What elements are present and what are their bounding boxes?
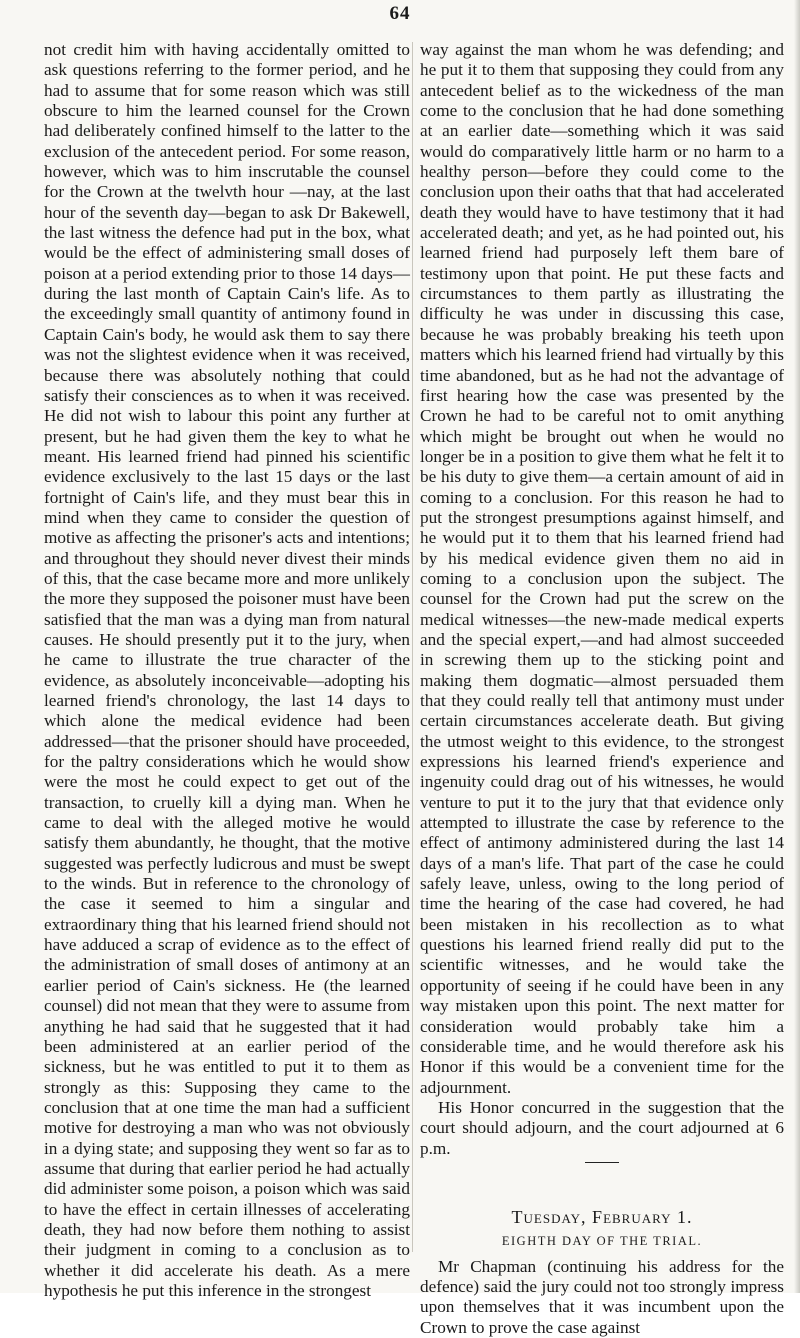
right-paragraph-3: Mr Chapman (continuing his address for the defence) said the jury could not too strongly impress upon themselves that it was incumbent upon the Crown to prove the case against [420,1256,784,1337]
page-edge-shadow [794,0,800,1293]
column-divider [412,42,413,1252]
left-column [44,40,410,1301]
day-heading: Tuesday, February 1. [511,1206,693,1227]
left-paragraph-1: not credit him with having accidentally omitted to ask questions referring to the former period, and he had to assume that for some reason which was still obscure to him the learned counsel for the Crown had deliberately confined himself to the latter to the exclusion of the antecedent period. For some reason, however, which was to him inscrutable the counsel for the Crown at the twelvth hour —nay, at the last hour of the seventh day—began to ask Dr Bakewell, the last witness the defence had put in the box, what would be the effect of administering small doses of poison at a period extending prior to those 14 days—during the last month of Captain Cain's life. As to the exceedingly small quantity of antimony found in Captain Cain's body, he would ask them to say there was not the slightest evidence when it was received, because there was absolutely nothing that could satisfy their consciences as to when it was received. He did not wish to labour this point any further at present, but he had given them the key to what he meant. His learned friend had pinned his scientific evidence exclusively to the last 15 days or the last fortnight of Cain's life, and they must bear this in mind when they came to consider the question of motive as affecting the prisoner's acts and intentions; and throughout they should never divest their minds of this, that the case became more and more unlikely the more they supposed the poisoner must have been satisfied that the man was a dying man from natural causes. He should presently put it to the jury, when he came to illustrate the true character of the evidence, as absolutely inconceivable—adopting his learned friend's chronology, the last 14 days to which alone the medical evidence had been addressed—that the prisoner should have proceeded, for the paltry considerations which he would show were the most he could expect to get out of the transaction, to cruelly kill a dying man. When he came to deal with the alleged motive he would satisfy them abundantly, he thought, that the motive suggested was perfectly ludicrous and must be swept to the winds. But in reference to the chronology of the case it seemed to him a singular and extraordinary thing that his learned friend should not have adduced a scrap of evidence as to the effect of the administration of small doses of antimony at an earlier period of Cain's sickness. He (the learned counsel) did not mean that they were to assume from anything he had said that he suggested that it had been administered at an earlier period of the sickness, but he was entitled to put it to them as strongly as this: Supposing they came to the conclusion that at one time the man had a sufficient motive for destroying a man who was not obviously in a dying state; and supposing they went so far as to assume that during that earlier period he had actually did administer some poison, a poison which was said to have the effect in certain illnesses of accelerating death, they had now before them nothing to assist their judgment in coming to a conclusion as to whether it did accelerate his death. As a mere hypothesis he put this inference in the strongest [44,40,410,1300]
right-column [420,40,784,1338]
right-paragraph-2: His Honor concurred in the suggestion that the court should adjourn, and the court adjourned at 6 p.m. [420,1097,784,1158]
section-rule [585,1162,619,1163]
right-paragraph-1: way against the man whom he was defending; and he put it to them that supposing they could from any antecedent belief as to the wickedness of the man come to the conclusion that he had done something at an earlier date—something which it was said would do comparatively little harm or no harm to a healthy person—before they could come to the conclusion upon their oaths that that had accelerated death they would have to have testimony that it had accelerated death; and yet, as he had pointed out, his learned friend had purposely left them bare of testimony upon that point. He put these facts and circumstances to them partly as illustrating the difficulty he was under in discussing this case, because he was probably breaking his teeth upon matters which his learned friend had virtually by this time abandoned, but as he had not the advantage of first hearing how the case was presented by the Crown he had to be careful not to omit anything which might be brought out when he would no longer be in a position to give them what he felt it to be his duty to give them—a certain amount of aid in coming to a conclusion. For this reason he had to put the strongest presumptions against himself, and he would put it to them that his learned friend had by his medical evidence given them no aid in coming to a conclusion upon the subject. The counsel for the Crown had put the screw on the medical witnesses—the new-made medical experts and the special expert,—and had almost succeeded in screwing them up to the sticking point and making them dogmatic—almost persuaded them that they could really tell that antimony must under certain circumstances accelerate death. But giving the utmost weight to this evidence, to the strongest expressions his learned friend's experience and ingenuity could drag out of his witnesses, he would venture to put it to the jury that that evidence only attempted to illustrate the case by reference to the effect of antimony administered during the last 14 days of a man's life. That part of the case he could safely leave, unless, owing to the long period of time the hearing of the case had covered, he had been mistaken in his recollection as to what questions his learned friend really did put to the scientific witnesses, and he would take the opportunity of seeing if he could have been in any way mistaken upon this point. The next matter for consideration would probably take him a considerable time, and he would therefore ask his Honor if this would be a convenient time for the adjournment. [420,40,784,1097]
page-number: 64 [389,3,411,24]
day-subheading: EIGHTH DAY OF THE TRIAL. [501,1234,703,1249]
